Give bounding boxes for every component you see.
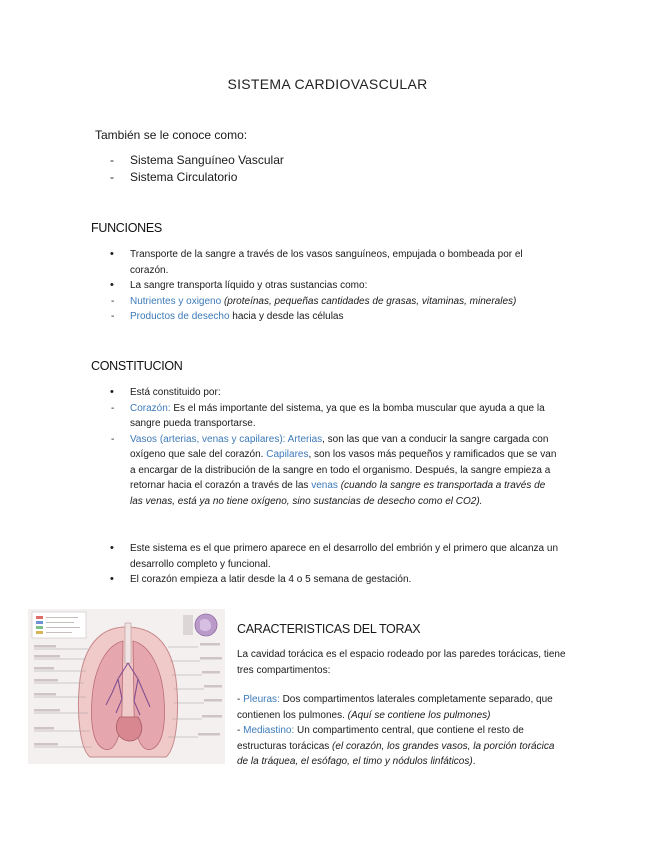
constitucion-heading: CONSTITUCION (91, 359, 183, 373)
list-item (110, 385, 560, 401)
alternate-names-list (110, 152, 284, 186)
term: Capilares (266, 449, 309, 460)
note: (cuando la sangre es transportada a través de las venas, está ya no tiene oxígeno, sino sustancias de desecho como el CO2). (130, 480, 546, 507)
text: . (472, 756, 476, 767)
term: Corazón: (130, 402, 171, 414)
note: (el corazón, los grandes vasos, la porción torácica de la tráquea, el esófago, el timo y nódulos linfáticos) (237, 740, 555, 767)
list-item (110, 541, 560, 572)
mediastino-item: - Mediastino: Un compartimento central, que contiene el resto de estructuras torácicas (el corazón, los grandes vasos, la porción torácica de la tráquea, el esófago, el timo y nódulos linfáticos). (237, 725, 555, 767)
term: Arterias (287, 433, 323, 445)
thorax-anatomy-image (28, 609, 225, 764)
text: Este sistema es el que primero aparece en el desarrollo del embrión y el primero que alcanza un desarrollo completo y funcional. (130, 543, 559, 570)
pleuras-item: - Pleuras: Dos compartimentos laterales completamente separado, que contienen los pulmones. (Aquí se contiene los pulmones) (237, 694, 553, 721)
list-item: - Sistema Sanguíneo Vascular (110, 152, 284, 169)
term: Productos de desecho (130, 311, 230, 322)
text: hacia y desde las células (232, 311, 344, 322)
text: Es el más importante del sistema, ya que es la bomba muscular que ayuda a que la sangre pueda transportarse. (130, 402, 545, 429)
text: La sangre transporta líquido y otras sustancias como: (130, 280, 368, 291)
list-item (110, 401, 560, 432)
text: El corazón empieza a latir desde la 4 o 5 semana de gestación. (130, 574, 412, 585)
list-item (110, 247, 560, 278)
thorax-illustration (28, 609, 225, 764)
intro-label: También se le conoce como: (95, 128, 248, 142)
list-item: - Sistema Circulatorio (110, 169, 284, 186)
text: Un compartimento central, que contiene el resto de estructuras torácicas (237, 725, 524, 752)
note: (proteínas, pequeñas cantidades de grasas, vitaminas, minerales) (223, 295, 517, 307)
text: , son los vasos más pequeños y ramificados que se van a encargar de la distribución de la sangre en todo el organismo. Después, la sangre empieza a retornar hacia el corazón a través de las (130, 449, 557, 491)
term: Nutrientes y oxigeno (130, 295, 222, 307)
text: Está constituido por: (130, 387, 221, 398)
funciones-list (110, 247, 560, 325)
constitucion-list (110, 385, 560, 509)
term: venas (311, 480, 338, 491)
funciones-heading: FUNCIONES (91, 221, 162, 235)
term: Vasos (arterias, venas y capilares): (130, 433, 286, 445)
list-item (110, 294, 560, 310)
list-item (110, 278, 560, 294)
text: Transporte de la sangre a través de los vasos sanguíneos, empujada o bombeada por el corazón. (130, 249, 523, 276)
text: Dos compartimentos laterales completamente separado, que contienen los pulmones. (237, 694, 553, 721)
torax-content (237, 647, 567, 770)
term: Mediastino: (243, 725, 295, 736)
text: , son las que van a conducir la sangre cargada con oxígeno que sale del corazón. (130, 433, 549, 460)
list-item (110, 309, 560, 325)
constitucion-extra-list (110, 541, 560, 588)
list-item (110, 572, 560, 588)
torax-heading: CARACTERISTICAS DEL TORAX (237, 622, 421, 636)
torax-intro: La cavidad torácica es el espacio rodeado por las paredes torácicas, tiene tres compartimentos: (237, 649, 566, 676)
term: Pleuras: (243, 694, 280, 705)
list-item (110, 432, 560, 510)
page-title: SISTEMA CARDIOVASCULAR (227, 76, 428, 92)
note: (Aquí se contiene los pulmones) (347, 709, 491, 721)
